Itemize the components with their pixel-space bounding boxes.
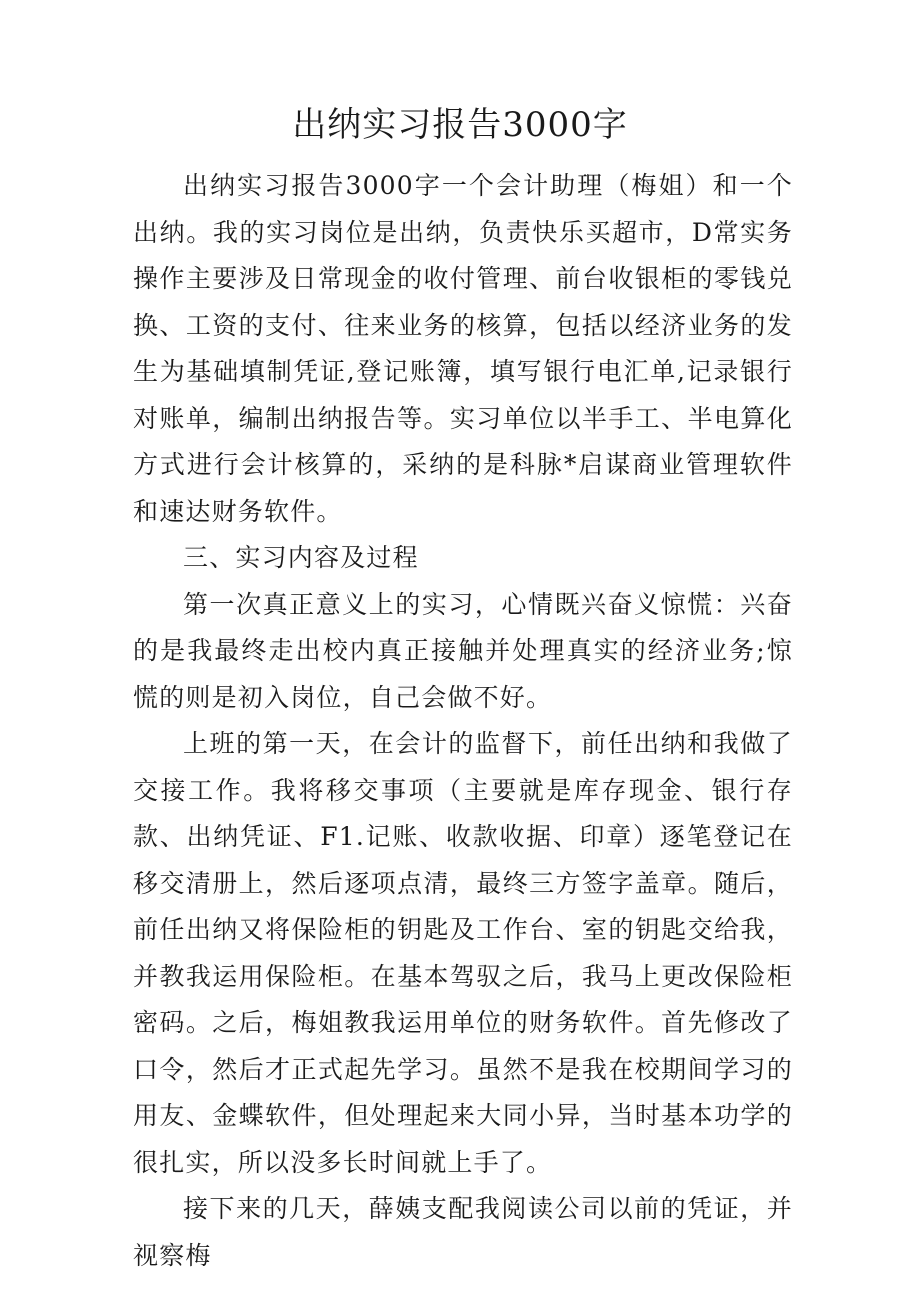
- section-heading: 三、实习内容及过程: [183, 543, 419, 572]
- paragraph-first-day: 上班的第一天，在会计的监督下，前任出纳和我做了交接工作。我将移交事项（主要就是库存现金、银行存款、出纳凭证、F1.记账、收款收据、印章）逐笔登记在移交清册上，然后逐项点清，最终三方签字盖章。随后，前任出纳又将保险柜的钥匙及工作台、室的钥匙交给我，并教我运用保险柜。在基本驾驭之后，我马上更改保险柜密码。之后，梅姐教我运用单位的财务软件。首先修改了口令，然后才正式起先学习。虽然不是我在校期间学习的用友、金蝶软件，但处理起来大同小异，当时基本功学的很扎实，所以没多长时间就上手了。: [133, 729, 793, 1177]
- paragraph-first-internship: 第一次真正意义上的实习，心情既兴奋义惊慌：兴奋的是我最终走出校内真正接触并处理真实的经济业务;惊慌的则是初入岗位，自己会做不好。: [133, 589, 793, 712]
- paragraph-following-days: 接下来的几天，薛姨支配我阅读公司以前的凭证，并视察梅: [133, 1194, 793, 1270]
- document-title: 出纳实习报告3000字: [292, 105, 628, 145]
- paragraph-intro: 出纳实习报告3000字一个会计助理（梅姐）和一个出纳。我的实习岗位是出纳，负责快乐买超市，D常实务操作主要涉及日常现金的收付管理、前台收银柜的零钱兑换、工资的支付、往来业务的核算，包括以经济业务的发生为基础填制凭证,登记账簿，填写银行电汇单,记录银行对账单，编制出纳报告等。实习单位以半手工、半电算化方式进行会计核算的，采纳的是科脉*启谋商业管理软件和速达财务软件。: [133, 171, 793, 526]
- document-body: [133, 163, 793, 1279]
